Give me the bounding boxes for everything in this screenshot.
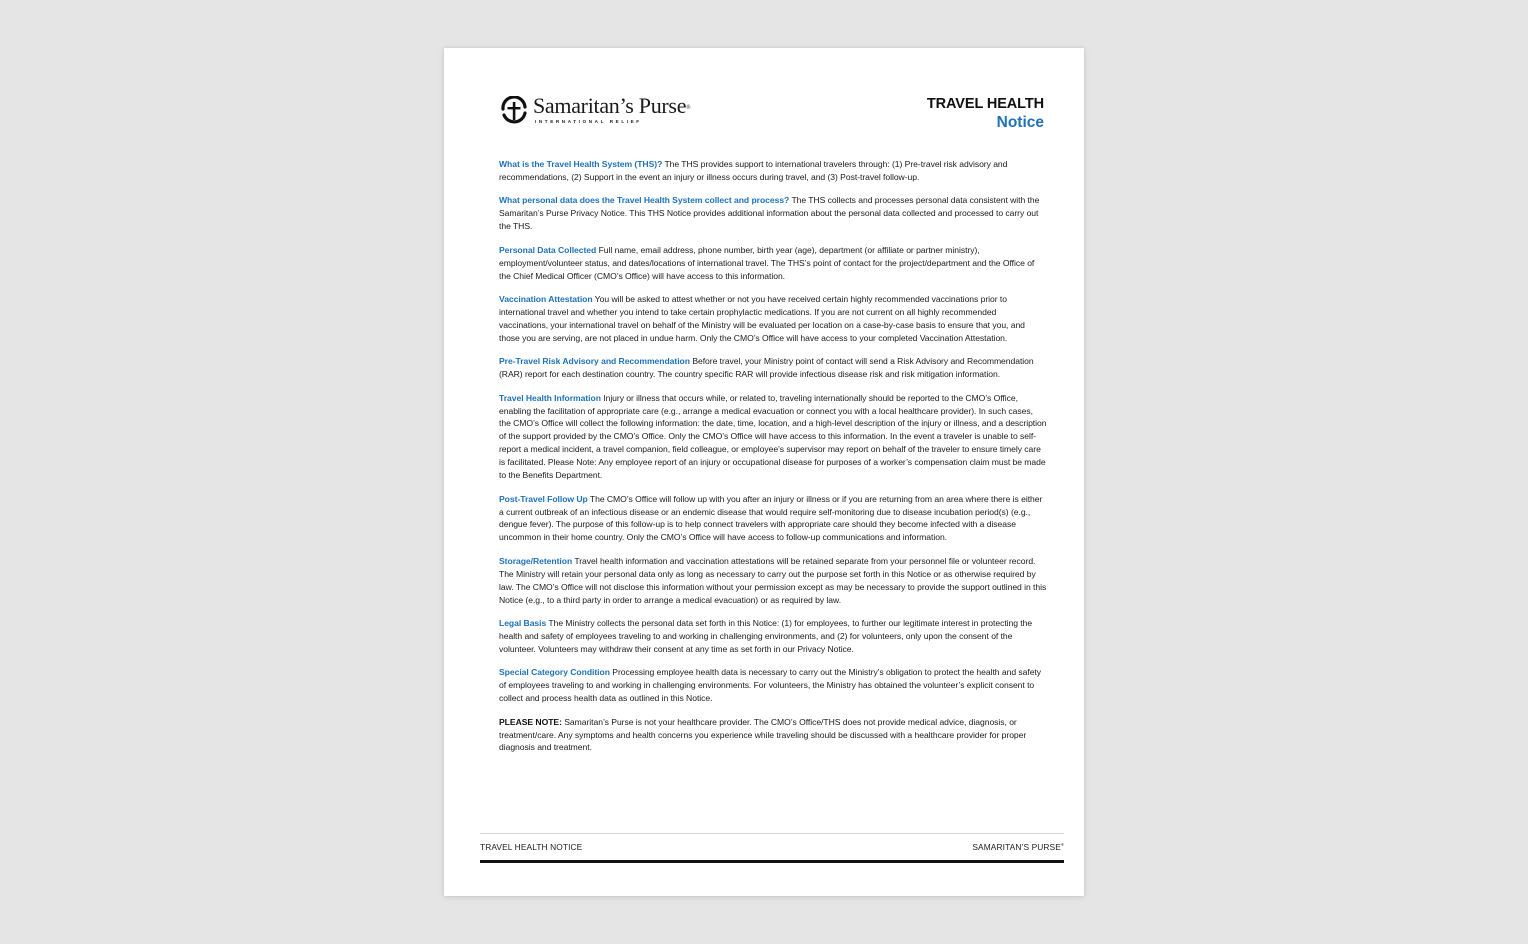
section-personal-data-collected — [499, 244, 1047, 283]
title-main: TRAVEL HEALTH — [926, 96, 1044, 112]
document-body — [499, 158, 1047, 765]
section-ths-overview — [499, 158, 1047, 184]
section-storage-retention — [499, 555, 1047, 607]
section-heading: What is the Travel Health System (THS)? — [499, 159, 663, 169]
section-vaccination-attestation — [499, 293, 1047, 345]
section-text: You will be asked to attest whether or not you have received certain highly recommended vaccinations prior to international travel and whether you intend to take certain prophylactic medications. If you are not current on all highly recommended vaccinations, your international travel on behalf of the Ministry will be evaluated per location on a case-by-case basis to ensure that you, and those you are serving, are not placed in undue harm. Only the CMO’s Office will have access to your completed Vaccination Attestation. — [499, 294, 1025, 343]
logo-tagline: INTERNATIONAL RELIEF — [535, 119, 642, 124]
section-heading: Post-Travel Follow Up — [499, 493, 588, 504]
section-heading: What personal data does the Travel Health System collect and process? — [499, 195, 790, 206]
section-heading: Personal Data Collected — [499, 244, 597, 255]
section-text: The Ministry collects the personal data set forth in this Notice: (1) for employees, to further our legitimate interest in protecting the health and safety of employees traveling to and working in challenging environments, and (2) for volunteers, only upon the consent of the volunteer. Volunteers may withdraw their consent at any time as set forth in our Privacy Notice. — [499, 618, 1033, 654]
footer-right-label — [972, 842, 1064, 852]
section-heading: Special Category Condition — [499, 667, 610, 678]
section-travel-health-info — [499, 392, 1047, 482]
section-pre-travel-risk — [499, 355, 1047, 381]
section-text: Injury or illness that occurs while, or related to, traveling internationally should be reported to the CMO’s Office, enabling the facilitation of appropriate care (e.g., arrange a medical evacuation or connect you with a local healthcare provider). In such cases, the CMO’s Office will collect the following information: the date, time, location, and a high-level description of the injury or illness, and a description of the support provided by the CMO’s Office. Only the CMO’s Office will have access to this information. In the event a traveler is unable to self-report a medical incident, a travel companion, field colleague, or employee’s supervisor may report on behalf of the traveler to ensure timely care is facilitated. Please Note: Any employee report of an injury or occupational disease for purposes of a worker’s compensation claim must be made to the Benefits Department. — [499, 392, 1047, 481]
cross-globe-icon — [499, 96, 529, 126]
footer-registered-mark: ® — [1060, 842, 1064, 847]
section-post-travel-follow-up — [499, 493, 1047, 545]
section-personal-data-process — [499, 194, 1047, 233]
samaritans-purse-logo — [499, 94, 690, 126]
footer-brand: SAMARITAN’S PURSE — [972, 842, 1061, 852]
section-text: The CMO’s Office will follow up with you after an injury or illness or if you are returning from an area where there is either a current outbreak of an infectious disease or an endemic disease that would require self-monitoring due to disease incubation period(s) (e.g., dengue fever). The purpose of this follow-up is to help connect travelers with appropriate care should they become infected with a disease uncommon in their home country. Only the CMO’s Office will have access to follow-up communications and information. — [499, 493, 1043, 543]
document-title — [927, 95, 1044, 132]
section-legal-basis — [499, 617, 1047, 656]
title-sub: Notice — [996, 114, 1044, 131]
section-text: The THS provides support to international travelers through: (1) Pre-travel risk advisory and recommendations, (2) Support in the event an injury or illness occurs during travel, and (3) Post-travel follow-up. — [499, 159, 1008, 182]
please-note-text: Samaritan’s Purse is not your healthcare provider. The CMO’s Office/THS does not provide medical advice, diagnosis, or treatment/care. Any symptoms and health concerns you experience while traveling should be discussed with a healthcare provider for proper diagnosis and treatment. — [499, 716, 1027, 753]
section-text: Before travel, your Ministry point of contact will send a Risk Advisory and Recommendation (RAR) report for each destination country. The country specific RAR will provide infectious disease risk and risk mitigation information. — [499, 356, 1034, 380]
section-heading: Vaccination Attestation — [499, 294, 593, 305]
footer-divider — [480, 833, 1064, 834]
please-note — [499, 716, 1047, 755]
footer-left-label: TRAVEL HEALTH NOTICE — [480, 842, 583, 852]
footer-bar — [480, 860, 1064, 863]
section-text: Full name, email address, phone number, birth year (age), department (or affiliate or partner ministry), employment/volunteer status, and dates/locations of international travel. The THS’s point of contact for the project/department and the Office of the Chief Medical Officer (CMO’s Office) will have access to this information. — [499, 244, 1035, 281]
section-text: The THS collects and processes personal data consistent with the Samaritan’s Purse Privacy Notice. This THS Notice provides additional information about the personal data collected and processed to carry out the THS. — [499, 195, 1040, 232]
section-heading: Travel Health Information — [499, 392, 601, 403]
section-heading: Pre-Travel Risk Advisory and Recommendation — [499, 356, 690, 367]
section-text: Travel health information and vaccination attestations will be retained separate from your personnel file or volunteer record. The Ministry will retain your personal data only as long as necessary to carry out the purpose set forth in this Notice or as otherwise required by law. The CMO’s Office will not disclose this information without your permission except as may be necessary to provide the support outlined in this Notice (e.g., to a third party in order to arrange a medical evacuation) or as required by law. — [499, 555, 1047, 605]
section-heading: Legal Basis — [499, 618, 547, 629]
section-special-category — [499, 666, 1047, 705]
registered-mark: ® — [686, 105, 691, 111]
logo-name: Samaritan’s Purse — [533, 93, 687, 118]
section-text: Processing employee health data is necessary to carry out the Ministry’s obligation to protect the health and safety of employees traveling to and working in challenging environments. For volunteers, the Ministry has obtained the volunteer’s explicit consent to collect and process health data as outlined in this Notice. — [499, 667, 1042, 704]
please-note-heading: PLEASE NOTE: — [499, 716, 562, 727]
section-heading: Storage/Retention — [499, 555, 573, 566]
document-page — [444, 48, 1084, 896]
